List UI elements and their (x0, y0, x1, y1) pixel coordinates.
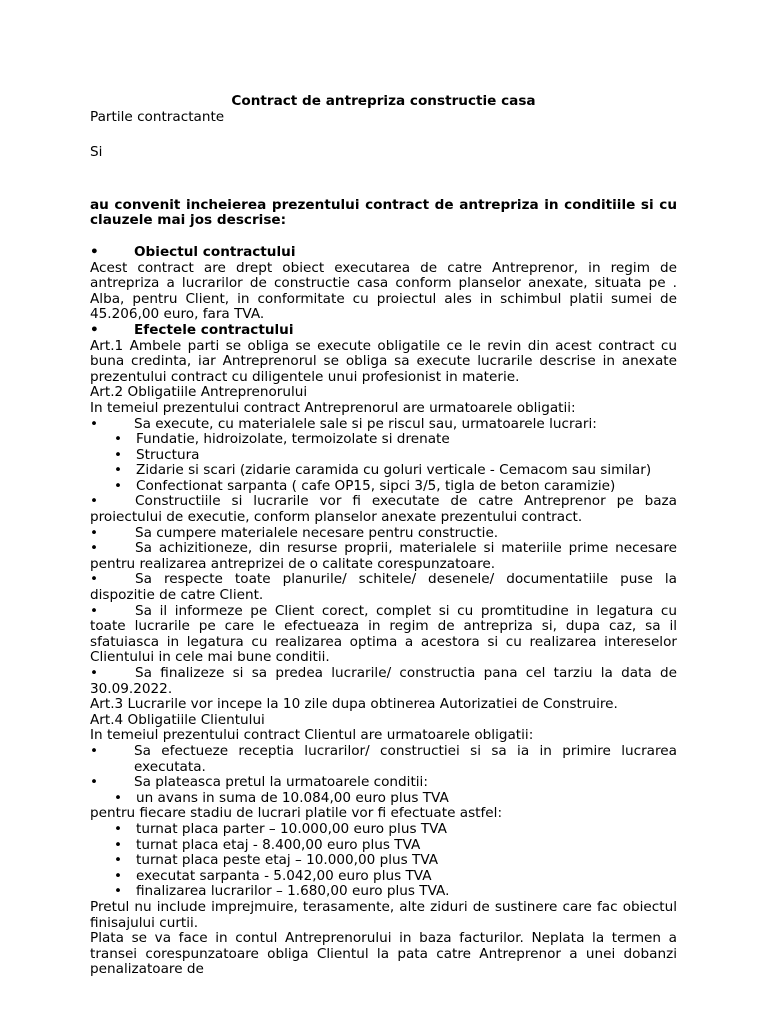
section-effects-heading (90, 323, 677, 339)
list-item (90, 775, 677, 791)
bullet-icon: • (114, 852, 123, 869)
list-item (90, 494, 677, 525)
document-title: Contract de antrepriza constructie casa (231, 93, 536, 109)
payment-stage (90, 838, 677, 854)
bullet-icon: • (114, 820, 123, 837)
bullet-icon: • (90, 493, 99, 510)
bullet-icon: • (114, 431, 123, 448)
bullet-icon: • (90, 602, 99, 619)
list-item-text: Sa respecte toate planurile/ schitele/ desenele/ documentatiile puse la dispozitie de catre Client. (90, 571, 677, 604)
list-item-text: Sa plateasca pretul la urmatoarele conditii: (134, 774, 428, 791)
works-list-item (90, 463, 677, 479)
payment-stage (90, 884, 677, 900)
section-object-title: Obiectul contractului (134, 243, 296, 260)
bullet-icon: • (114, 446, 123, 463)
works-item-text: Zidarie si scari (zidarie caramida cu goluri verticale - Cemacom sau similar) (136, 462, 652, 479)
contract-document (90, 94, 677, 978)
works-list-item (90, 448, 677, 464)
works-list-item (90, 432, 677, 448)
bullet-icon: • (90, 415, 99, 432)
bullet-icon: • (114, 867, 123, 884)
bullet-icon: • (90, 540, 99, 557)
bullet-icon: • (90, 742, 99, 759)
bullet-icon: • (90, 665, 99, 681)
payment-stage (90, 853, 677, 869)
list-item (90, 572, 677, 603)
bullet-icon: • (90, 774, 99, 791)
payment-stage (90, 869, 677, 885)
list-item-text: Sa efectueze receptia lucrarilor/ constructiei si sa ia in primire lucrarea executata. (134, 742, 677, 775)
list-item-text: Sa il informeze pe Client corect, complet si cu promtitudine in legatura cu toate lucrarile pe care le efectueaza in regim de antrepriza si, dupa caz, sa il sfatuiasca in legatura cu realizarea optima a acestora si cu realizarea intereselor Clientului in cele mai bune conditii. (90, 602, 677, 666)
list-item-text: Sa execute, cu materialele sale si pe riscul sau, urmatoarele lucrari: (134, 415, 597, 432)
list-item-text: Sa finalizeze si sa predea lucrarile/ constructia pana cel tarziu la data de 30.09.2022. (90, 665, 677, 697)
bullet-icon: • (90, 571, 99, 588)
payment-stage-text: finalizarea lucrarilor – 1.680,00 euro plus TVA. (136, 883, 450, 900)
payment-stage-text: executat sarpanta - 5.042,00 euro plus TVA (136, 867, 432, 884)
works-item-text: Confectionat sarpanta ( cafe OP15, sipci 3/5, tigla de beton caramizie) (136, 477, 616, 494)
payment-stage-text: turnat placa etaj - 8.400,00 euro plus TVA (136, 836, 421, 853)
bullet-icon: • (114, 477, 123, 494)
article-2-intro: In temeiul prezentului contract Antreprenorul are urmatoarele obligatii: (90, 399, 576, 416)
bullet-icon: • (90, 321, 99, 338)
payment-stage-text: turnat placa peste etaj – 10.000,00 plus TVA (136, 852, 439, 869)
and-text: Si (90, 144, 103, 161)
section-object-heading (90, 245, 677, 261)
article-3: Art.3 Lucrarile vor incepe la 10 zile dupa obtinerea Autorizatiei de Construire. (90, 696, 618, 713)
payment-stage (90, 822, 677, 838)
works-item-text: Structura (136, 446, 200, 463)
list-item (90, 604, 677, 666)
list-item (90, 744, 677, 775)
article-4-title: Art.4 Obligatiile Clientului (90, 711, 265, 728)
payment-stage-text: turnat placa parter – 10.000,00 euro plus TVA (136, 820, 447, 837)
works-item-text: Fundatie, hidroizolate, termoizolate si drenate (136, 431, 450, 448)
advance-text: un avans in suma de 10.084,00 euro plus TVA (136, 789, 449, 806)
section-object-text: Acest contract are drept obiect executarea de catre Antreprenor, in regim de antrepriza a lucrarilor de constructie casa conform planselor anexate, situata pe . Alba, pentru Client, in conformitate cu proiectul ales in schimbul platii sumei de 45.206,00 euro, fara TVA. (90, 259, 677, 323)
list-item (90, 526, 677, 542)
price-note: Pretul nu include imprejmuire, terasamente, alte ziduri de sustinere care fac obiectul finisajului curtii. (90, 898, 677, 931)
payment-note: Plata se va face in contul Antreprenorului in baza facturilor. Neplata la termen a transei corespunzatoare obliga Clientul la pata catre Antreprenor a unei dobanzi penalizatoare de (90, 930, 677, 978)
bullet-icon: • (90, 243, 99, 260)
list-item-text: Sa achizitioneze, din resurse proprii, materialele si materiile prime necesare pentru realizarea antreprizei de o calitate corespunzatoare. (90, 540, 677, 572)
article-4-intro: In temeiul prezentului contract Clientul are urmatoarele obligatii: (90, 727, 534, 744)
list-item (90, 541, 677, 572)
advance-item (90, 791, 677, 807)
list-item-text: Sa cumpere materialele necesare pentru constructie. (135, 524, 499, 541)
agreement-intro: au convenit incheierea prezentului contract de antrepriza in conditiile si cu clauzele mai jos descrise: (90, 196, 677, 229)
bullet-icon: • (114, 836, 123, 853)
list-item (90, 666, 677, 697)
stages-intro: pentru fiecare stadiu de lucrari platile vor fi efectuate astfel: (90, 805, 503, 822)
article-2-title: Art.2 Obligatiile Antreprenorului (90, 384, 308, 401)
section-effects-title: Efectele contractului (134, 321, 294, 338)
list-item-text: Constructiile si lucrarile vor fi executate de catre Antreprenor pe baza proiectului de executie, conform planselor anexate prezentului contract. (90, 493, 677, 526)
bullet-icon: • (114, 462, 123, 479)
bullet-icon: • (114, 883, 123, 900)
list-item (90, 417, 677, 433)
works-list-item (90, 479, 677, 495)
article-1: Art.1 Ambele parti se obliga se execute obligatile ce le revin din acest contract cu buna credinta, iar Antreprenorul se obliga sa execute lucrarile descrise in anexate prezentului contract cu diligentele unui profesionist in materie. (90, 337, 677, 385)
parties-heading: Partile contractante (90, 108, 225, 125)
bullet-icon: • (114, 789, 123, 806)
bullet-icon: • (90, 524, 99, 541)
